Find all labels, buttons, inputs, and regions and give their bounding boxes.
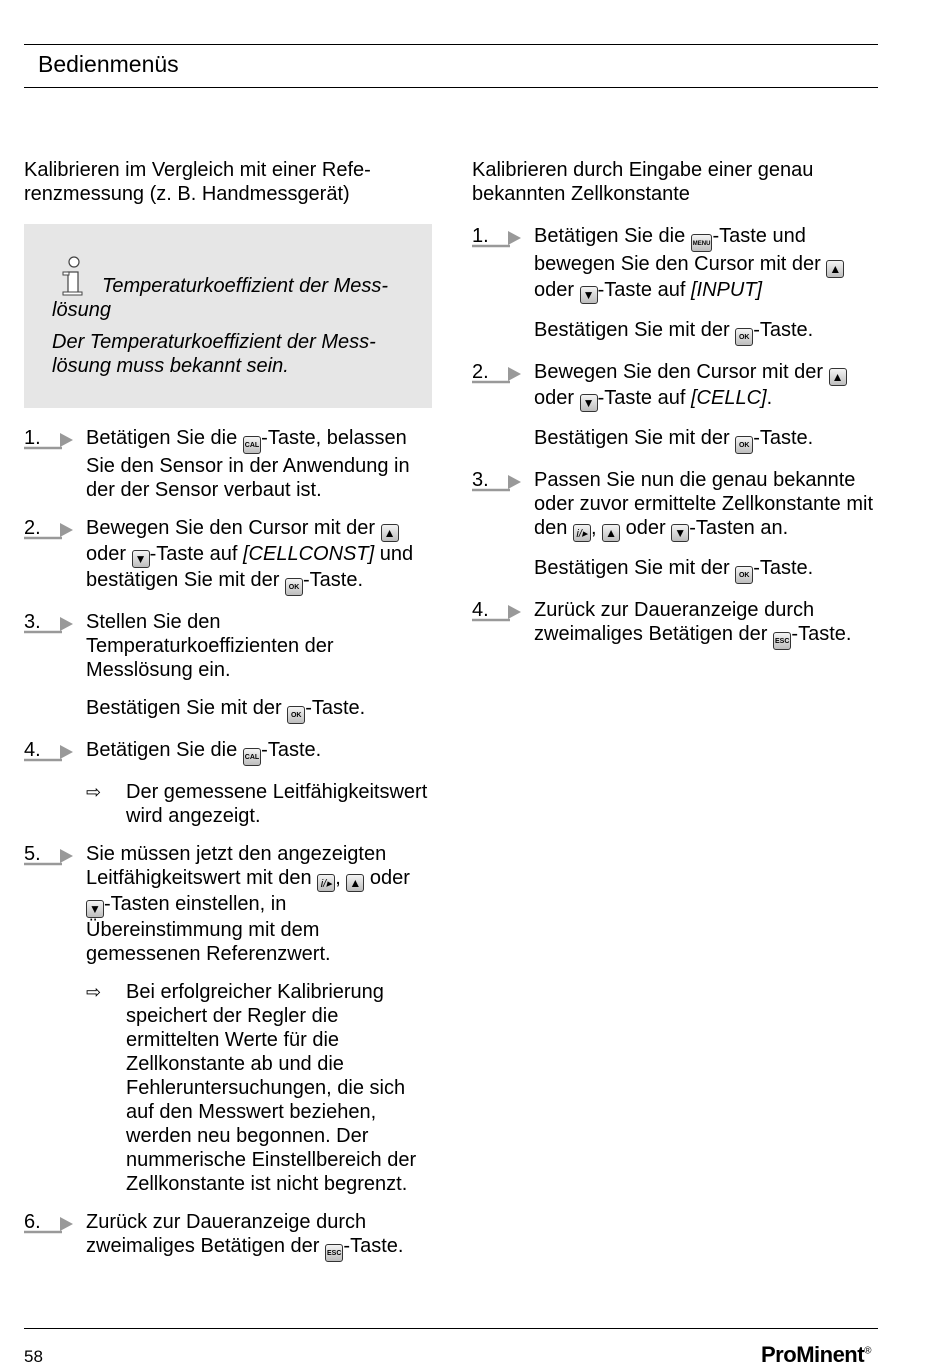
down-key-icon: ▼ — [132, 550, 150, 568]
result-arrow-icon: ⇨ — [86, 782, 102, 802]
result-left-5 — [24, 980, 432, 1196]
esc-key-icon: ESC — [325, 1244, 343, 1262]
step-text: -Taste und bewegen Sie den Cursor mit der — [534, 225, 827, 275]
cal-key-icon: CAL — [243, 436, 261, 454]
step-number — [472, 598, 522, 622]
step-text: Bewegen Sie den Cursor mit der — [86, 517, 381, 539]
info-note-title-line2: lösung — [52, 299, 111, 321]
ok-key-icon: OK — [285, 578, 303, 596]
step-text: Bewegen Sie den Cursor mit der — [534, 361, 829, 383]
confirm-right-2 — [472, 426, 878, 454]
step-number-text: 3. — [472, 469, 489, 491]
brand-logo-part: Pro — [761, 1342, 797, 1367]
confirm-right-1 — [472, 318, 878, 346]
info-note-header — [52, 254, 412, 298]
down-key-icon: ▼ — [580, 394, 598, 412]
up-key-icon: ▲ — [829, 368, 847, 386]
step-arrow-icon — [472, 363, 522, 385]
step-text: Stellen Sie den Temperaturkoeffizienten der Messlösung ein. — [86, 611, 334, 681]
menu-value: [INPUT] — [690, 279, 763, 301]
step-text: -Taste. — [343, 1235, 404, 1257]
step-text: Passen Sie nun die genau bekannte oder zuvor ermittelte Zellkonstante mit den — [534, 469, 874, 539]
down-key-icon: ▼ — [86, 900, 104, 918]
left-column — [24, 158, 432, 1276]
step-text: Sie müssen jetzt den angezeigten Leitfähigkeitswert mit den — [86, 843, 387, 889]
confirm-right-3 — [472, 556, 878, 584]
confirm-text: Bestätigen Sie mit der — [534, 557, 736, 579]
step-text: Betätigen Sie die — [534, 225, 691, 247]
step-number-text: 2. — [24, 517, 41, 539]
up-key-icon: ▲ — [381, 524, 399, 542]
step-text: -Tasten einstellen, in Übereinstimmung mit dem gemessenen Referenzwert. — [86, 893, 331, 965]
brand-registered-mark: ® — [864, 1345, 871, 1357]
confirm-text: Bestätigen Sie mit der — [86, 697, 288, 719]
step-arrow-icon — [24, 741, 74, 763]
step-number — [24, 842, 74, 866]
step-number-text: 1. — [24, 427, 41, 449]
cal-key-icon: CAL — [243, 748, 261, 766]
result-arrow-icon: ⇨ — [86, 982, 102, 1002]
step-left-3 — [24, 610, 432, 682]
step-number-text: 5. — [24, 843, 41, 865]
confirm-text: -Taste. — [753, 319, 814, 341]
section-title-left-line2: renzmessung (z. B. Handmessgerät) — [24, 183, 350, 205]
step-left-6 — [24, 1210, 432, 1262]
step-arrow-icon — [472, 227, 522, 249]
step-arrow-icon — [24, 613, 74, 635]
step-right-3 — [472, 468, 878, 542]
right-column — [472, 158, 878, 664]
header-rule-bottom — [24, 87, 878, 88]
confirm-text: -Taste. — [753, 427, 814, 449]
section-title-right: Kalibrieren durch Eingabe einer genau bekannten Zellkonstante — [472, 159, 814, 205]
up-key-icon: ▲ — [346, 874, 364, 892]
step-text: -Taste, belassen Sie den Sensor in der Anwendung in der der Sensor verbaut ist. — [86, 427, 410, 501]
step-left-2 — [24, 516, 432, 596]
esc-key-icon: ESC — [773, 632, 791, 650]
step-right-2 — [472, 360, 878, 412]
result-left-4 — [24, 780, 432, 828]
step-left-1 — [24, 426, 432, 502]
result-text: Bei erfolgreicher Kalibrierung speichert der Regler die ermittelten Werte für die Zellkonstante ab und die Fehleruntersuchungen, die sich auf den Messwert beziehen, werden neu begonnen. Der nummerische Einstellbereich der Zellkonstante ist nicht begrenzt. — [126, 981, 417, 1195]
result-text: Der gemessene Leitfähigkeitswert wird angezeigt. — [126, 781, 428, 827]
step-number — [24, 1210, 74, 1234]
step-text: oder — [620, 517, 672, 539]
ok-key-icon: OK — [287, 706, 305, 724]
step-text: -Taste auf — [597, 387, 691, 409]
step-number — [472, 468, 522, 492]
step-text: oder — [364, 867, 410, 889]
step-text: und bestätigen Sie mit der — [86, 543, 414, 591]
info-note-body-line1: Der Temperaturkoeffizient der Mess- — [52, 331, 376, 353]
confirm-text: Bestätigen Sie mit der — [534, 427, 736, 449]
step-left-5 — [24, 842, 432, 966]
down-key-icon: ▼ — [671, 524, 689, 542]
step-left-4 — [24, 738, 432, 766]
step-arrow-icon — [24, 845, 74, 867]
step-text: Zurück zur Daueranzeige durch zweimaliges Betätigen der — [534, 599, 815, 645]
step-text: Betätigen Sie die — [86, 739, 243, 761]
step-arrow-icon — [472, 601, 522, 623]
info-right-key-icon: i/▸ — [317, 874, 335, 892]
step-number — [24, 610, 74, 634]
step-text: -Taste. — [791, 623, 852, 645]
step-arrow-icon — [24, 1213, 74, 1235]
step-text: -Taste. — [261, 739, 322, 761]
step-number — [24, 426, 74, 450]
info-icon — [52, 254, 90, 298]
step-number — [472, 224, 522, 248]
ok-key-icon: OK — [735, 436, 753, 454]
step-number-text: 3. — [24, 611, 41, 633]
step-text: -Taste auf — [149, 543, 243, 565]
section-title-left-line1: Kalibrieren im Vergleich mit einer Refe- — [24, 159, 371, 181]
down-key-icon: ▼ — [580, 286, 598, 304]
step-text: -Taste. — [303, 569, 364, 591]
info-note — [24, 224, 432, 408]
confirm-text: Bestätigen Sie mit der — [534, 319, 736, 341]
step-text: oder — [86, 543, 132, 565]
footer-rule — [24, 1328, 878, 1329]
step-text: Betätigen Sie die — [86, 427, 243, 449]
step-text: oder — [534, 387, 580, 409]
ok-key-icon: OK — [735, 328, 753, 346]
step-arrow-icon — [472, 471, 522, 493]
info-note-body — [52, 330, 412, 378]
info-note-title-line1: Temperaturkoeffizient der Mess- — [102, 275, 389, 297]
confirm-text: -Taste. — [753, 557, 814, 579]
step-text: -Taste auf — [597, 279, 691, 301]
step-number-text: 1. — [472, 225, 489, 247]
info-note-body-line2: lösung muss bekannt sein. — [52, 355, 289, 377]
step-text: , — [590, 517, 603, 539]
menu-key-icon: MENU — [691, 234, 713, 252]
menu-value: [CELLC] — [690, 387, 767, 409]
confirm-left-3 — [24, 696, 432, 724]
step-text: -Tasten an. — [689, 517, 789, 539]
page-header-title: Bedienmenüs — [38, 51, 179, 77]
step-number-text: 4. — [24, 739, 41, 761]
step-text: . — [766, 387, 773, 409]
brand-logo — [761, 1342, 871, 1368]
up-key-icon: ▲ — [602, 524, 620, 542]
step-arrow-icon — [24, 519, 74, 541]
step-number — [472, 360, 522, 384]
step-number — [24, 738, 74, 762]
step-number — [24, 516, 74, 540]
step-text: Zurück zur Daueranzeige durch zweimaliges Betätigen der — [86, 1211, 367, 1257]
step-text: , — [335, 867, 347, 889]
step-right-4 — [472, 598, 878, 650]
step-number-text: 2. — [472, 361, 489, 383]
menu-value: [CELLCONST] — [242, 543, 375, 565]
brand-logo-part: Minent — [796, 1342, 865, 1367]
page-number: 58 — [24, 1347, 43, 1366]
section-title-left — [24, 158, 432, 206]
info-right-key-icon: i/▸ — [573, 524, 591, 542]
step-number-text: 6. — [24, 1211, 41, 1233]
step-number-text: 4. — [472, 599, 489, 621]
step-arrow-icon — [24, 429, 74, 451]
confirm-text: -Taste. — [305, 697, 366, 719]
up-key-icon: ▲ — [826, 260, 844, 278]
step-right-1 — [472, 224, 878, 304]
step-text: oder — [534, 279, 580, 301]
ok-key-icon: OK — [735, 566, 753, 584]
header-rule-top — [24, 44, 878, 45]
